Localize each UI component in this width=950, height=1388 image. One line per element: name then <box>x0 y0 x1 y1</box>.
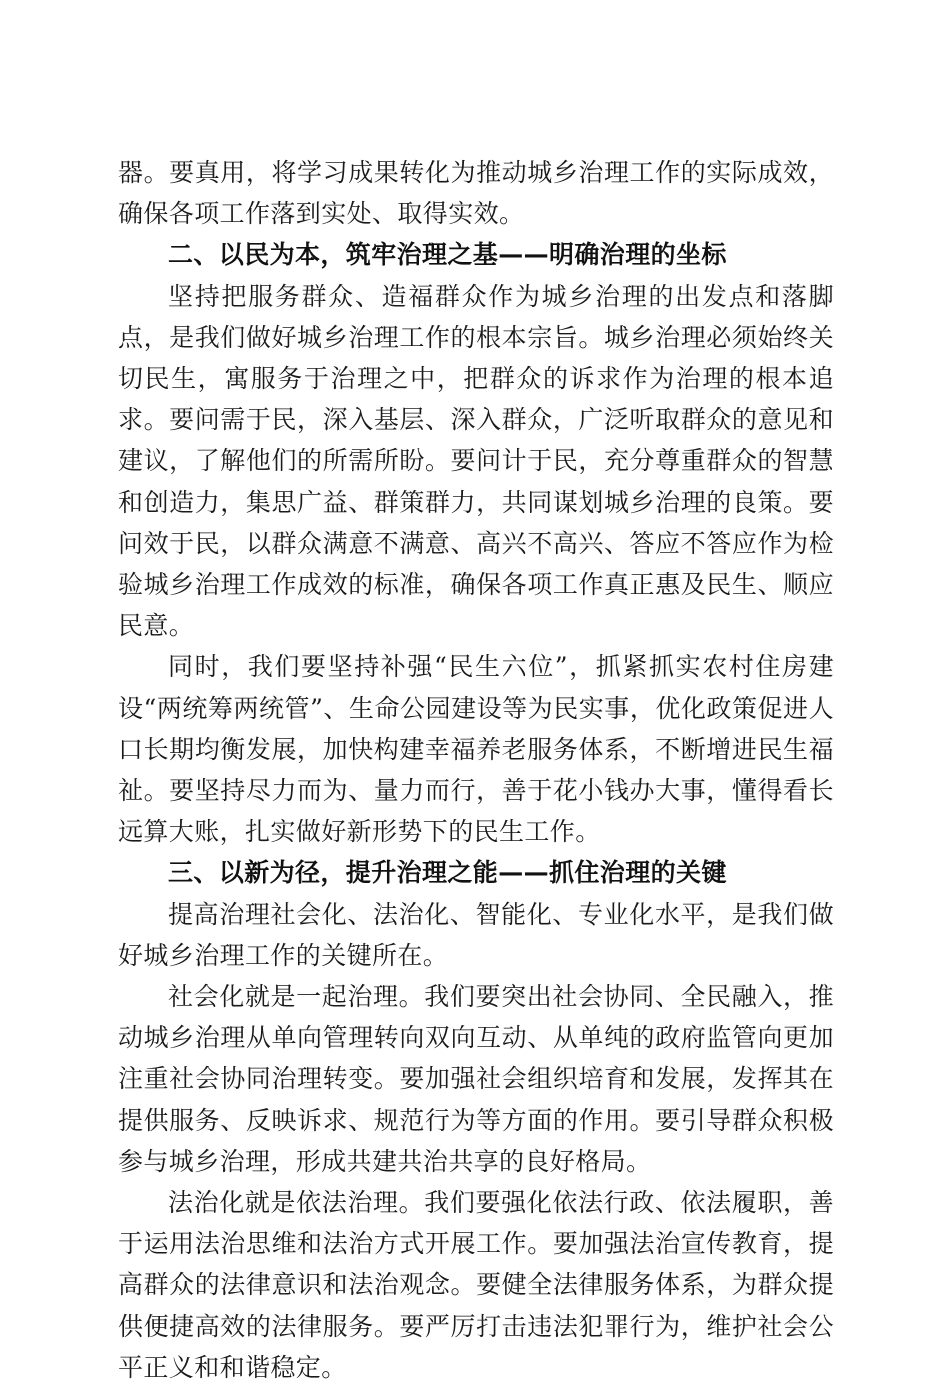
paragraph: 社会化就是一起治理。我们要突出社会协同、全民融入，推动城乡治理从单向管理转向双向互动、从单纯的政府监管向更加注重社会协同治理转变。要加强社会组织培育和发展，发挥其在提供服务、反映诉求、规范行为等方面的作用。要引导群众积极参与城乡治理，形成共建共治共享的良好格局。 <box>118 982 834 1176</box>
document-page <box>118 152 834 1388</box>
paragraph: 法治化就是依法治理。我们要强化依法行政、依法履职，善于运用法治思维和法治方式开展工作。要加强法治宣传教育，提高群众的法律意识和法治观念。要健全法律服务体系，为群众提供便捷高效的法律服务。要严厉打击违法犯罪行为，维护社会公平正义和和谐稳定。 <box>118 1188 834 1382</box>
paragraph: 坚持把服务群众、造福群众作为城乡治理的出发点和落脚点，是我们做好城乡治理工作的根本宗旨。城乡治理必须始终关切民生，寓服务于治理之中，把群众的诉求作为治理的根本追求。要问需于民，深入基层、深入群众，广泛听取群众的意见和建议，了解他们的所需所盼。要问计于民，充分尊重群众的智慧和创造力，集思广益、群策群力，共同谋划城乡治理的良策。要问效于民，以群众满意不满意、高兴不高兴、答应不答应作为检验城乡治理工作成效的标准，确保各项工作真正惠及民生、顺应民意。 <box>118 281 834 641</box>
paragraph: 同时，我们要坚持补强“民生六位”，抓紧抓实农村住房建设“两统筹两统管”、生命公园建设等为民实事，优化政策促进人口长期均衡发展，加快构建幸福养老服务体系，不断增进民生福祉。要坚持尽力而为、量力而行，善于花小钱办大事，懂得看长远算大账，扎实做好新形势下的民生工作。 <box>118 652 834 847</box>
paragraph: 提高治理社会化、法治化、智能化、专业化水平，是我们做好城乡治理工作的关键所在。 <box>118 899 834 970</box>
continued-paragraph: 器。要真用，将学习成果转化为推动城乡治理工作的实际成效，确保各项工作落到实处、取得实效。 <box>118 158 834 229</box>
section-heading-3: 三、以新为径，提升治理之能——抓住治理的关键 <box>168 858 727 888</box>
section-heading-2: 二、以民为本，筑牢治理之基——明确治理的坐标 <box>168 240 727 270</box>
